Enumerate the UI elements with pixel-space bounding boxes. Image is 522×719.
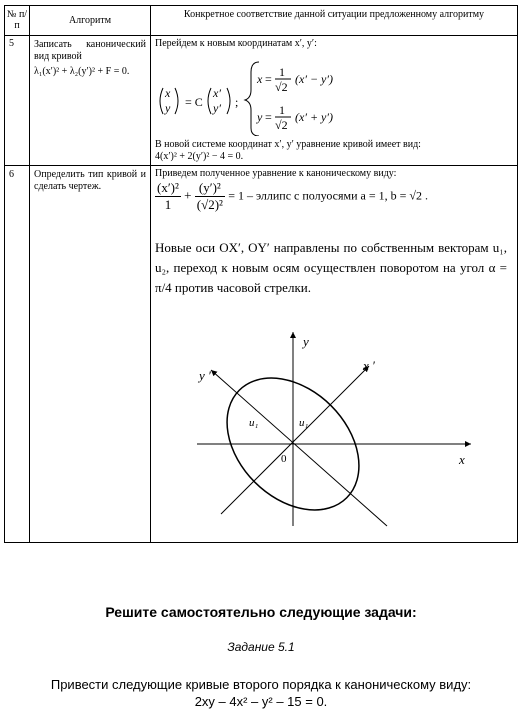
header-concrete: Конкретное соответствие данной ситуации предложенному алгоритму	[151, 6, 518, 36]
label-x-prime: x ′	[363, 358, 375, 373]
row6-num: 6	[5, 166, 30, 543]
label-y: y	[303, 334, 309, 349]
label-u1: u₁	[249, 417, 259, 429]
svg-text:x′: x′	[213, 86, 221, 100]
svg-text:x: x	[257, 72, 263, 86]
svg-text:= C: = C	[185, 95, 203, 109]
axis-y-prime	[211, 370, 387, 526]
label-y-prime: y ′	[199, 368, 211, 383]
svg-text:1: 1	[279, 103, 285, 117]
label-u2: u₁	[299, 417, 309, 429]
svg-text:=: =	[265, 110, 272, 124]
svg-text:y′: y′	[213, 101, 221, 115]
ellipse-figure	[191, 314, 491, 539]
svg-text:(x′ + y′): (x′ + y′)	[295, 110, 333, 124]
svg-text:y: y	[257, 110, 263, 124]
svg-text:1: 1	[279, 65, 285, 79]
header-num: № п/п	[5, 6, 30, 36]
svg-text:(x′ − y′): (x′ − y′)	[295, 72, 333, 86]
row6-algo: Определить тип кривой и сделать чертеж.	[30, 166, 151, 543]
label-origin: 0	[281, 453, 287, 465]
task-title: Задание 5.1	[227, 640, 295, 654]
svg-text:=: =	[265, 72, 272, 86]
header-algo: Алгоритм	[30, 6, 151, 36]
task-equation: 2xy – 4x² – y² – 15 = 0.	[194, 694, 328, 709]
section-heading: Решите самостоятельно следующие задачи:	[105, 604, 417, 620]
svg-text:x: x	[165, 86, 171, 100]
canonical-equation: $\frac{\text{(x′)²}}{1}$ + $\frac{\text{(y′)²}}{\text{(√2)²}}$ = 1 – эллипс с полуосями a = 1, b = √2 .	[157, 180, 428, 212]
axis-x-prime	[221, 366, 369, 514]
row6-concrete: Приведем полученное уравнение к каноническому виду: $\frac{\text{(x′)²}}{1}$ + $\frac{\text{(y′)²}}{\text{(√2)²}}$ = 1 – эллипс с полуосями a = 1, b = √2 . Новые оси OX′, OY′ направлены по собственным векторам u₁, u₂, переход к новым осям осуществлен поворотом на угол α = π/4 против часовой стрелки. y x y ′ x ′ u₁ u₁ 0	[151, 166, 518, 543]
row5-algo: Записать канонический вид кривой λ₁(x′)² + λ₂(y′)² + F = 0.	[30, 36, 151, 166]
row5-transform-formula	[153, 50, 513, 136]
task-instruction: Привести следующие кривые второго порядка к каноническому виду:	[50, 677, 472, 692]
row5-concrete: Перейдем к новым координатам x′, y′: x y = C x′ y′ ; x = 1 √2 (x′ − y′) y = 1 √2 (x′ + y′) В новой системе координат x′, y′ уравнение кривой имеет вид: 4(x′)² + 2(y′)² − 4 = 0.	[151, 36, 518, 166]
row5-num: 5	[5, 36, 30, 166]
svg-text:√2: √2	[275, 118, 288, 132]
label-x: x	[459, 452, 465, 467]
svg-text:√2: √2	[275, 80, 288, 94]
svg-text:;: ;	[235, 95, 239, 109]
solution-table	[4, 5, 518, 543]
svg-text:y: y	[165, 101, 171, 115]
